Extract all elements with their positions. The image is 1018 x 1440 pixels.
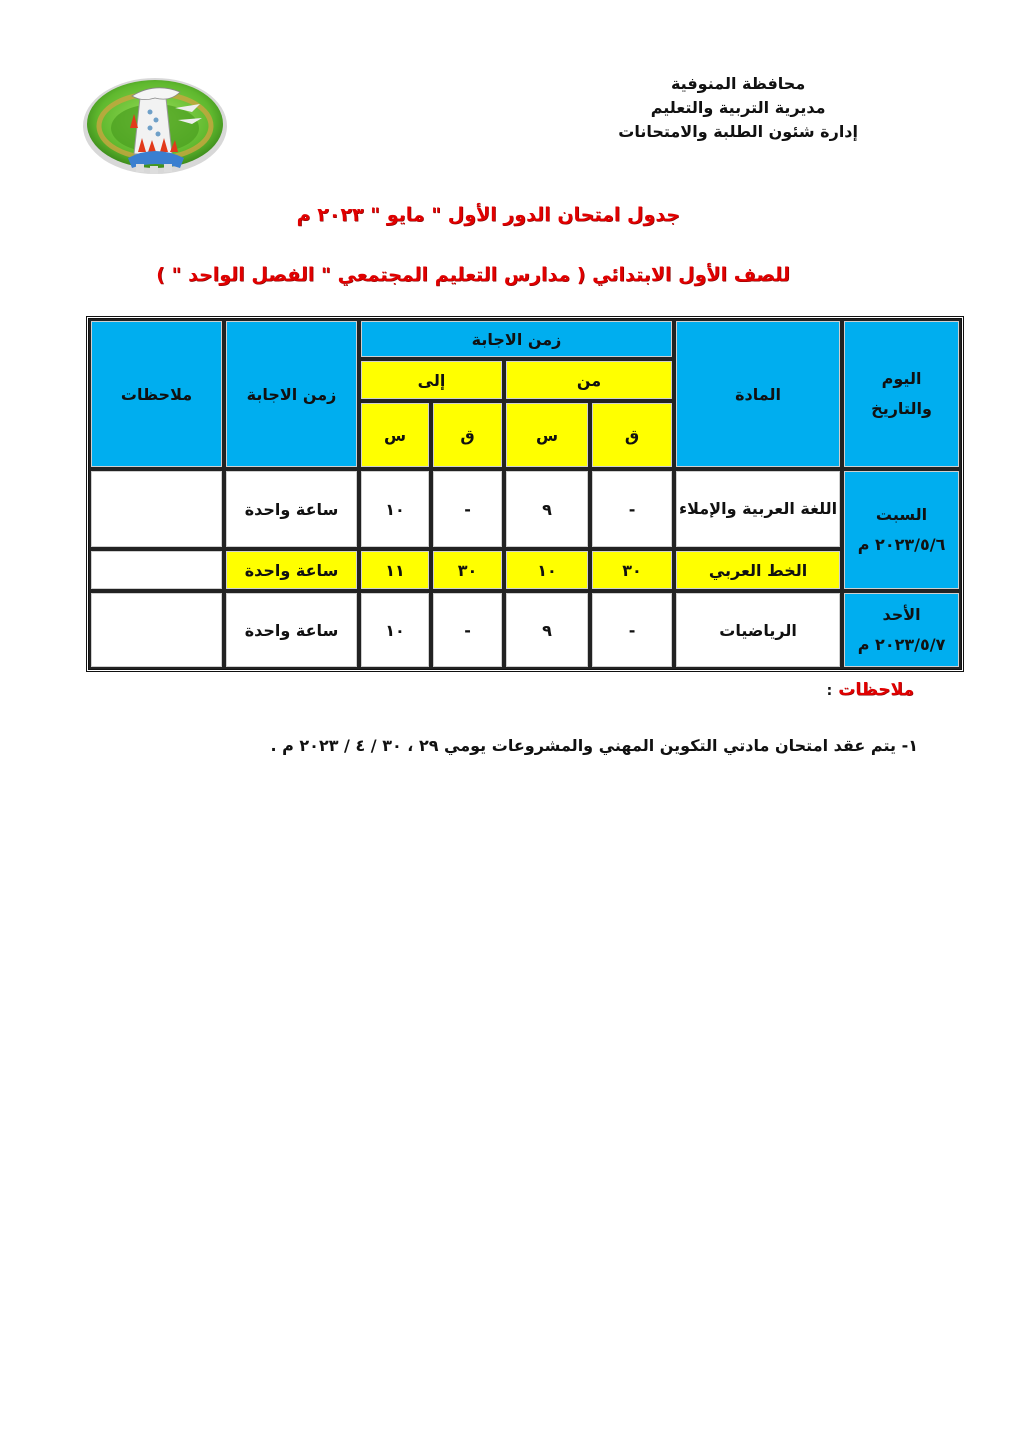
table-row [89,469,961,549]
to-minute-cell: - [431,469,504,549]
schedule-subtitle: للصف الأول الابتدائي ( مدارس التعليم المجتمعي " الفصل الواحد " ) [156,264,790,286]
day-date: ٢٠٢٣/٥/٧ م [857,635,946,654]
note-item [270,736,918,755]
table-row [89,591,961,669]
to-minute-cell: ٣٠ [431,549,504,591]
header-day-label: اليوم [881,369,922,388]
notes-cell [89,549,224,591]
note-item-text: ١- يتم عقد امتحان مادتي التكوين المهني والمشروعات يومي ٢٩ ، ٣٠ / ٤ / ٢٠٢٣ م . [270,736,918,755]
governorate-name: محافظة المنوفية [670,74,806,93]
header-subject: المادة [674,319,842,469]
header-to-hour: س [359,401,431,469]
duration-cell: ساعة واحدة [224,591,359,669]
duration-cell: ساعة واحدة [224,549,359,591]
day-date: ٢٠٢٣/٥/٦ م [857,535,946,554]
exam-schedule-table [86,316,964,672]
from-minute-cell: ٣٠ [590,549,674,591]
to-minute-cell: - [431,591,504,669]
header-to: إلى [359,359,504,401]
schedule-title: جدول امتحان الدور الأول " مايو " ٢٠٢٣ م [296,204,680,226]
header-answer-time-group: زمن الاجابة [359,319,674,359]
header-to-minute: ق [431,401,504,469]
notes-cell [89,591,224,669]
directorate-logo-icon [80,68,230,180]
from-minute-cell: - [590,469,674,549]
day-name: الأحد [882,605,921,624]
notes-cell [89,469,224,549]
department-name: إدارة شئون الطلبة والامتحانات [618,122,858,141]
notes-heading-text: ملاحظات [838,680,914,700]
header-duration: زمن الاجابة [224,319,359,469]
duration-cell: ساعة واحدة [224,469,359,549]
organization-header [618,72,858,144]
day-cell-sunday [842,591,961,669]
from-hour-cell: ٩ [504,591,590,669]
header-from-minute: ق [590,401,674,469]
day-name: السبت [875,505,928,524]
directorate-name: مديرية التربية والتعليم [650,98,826,117]
to-hour-cell: ١١ [359,549,431,591]
header-from: من [504,359,674,401]
from-hour-cell: ١٠ [504,549,590,591]
header-from-hour: س [504,401,590,469]
subject-cell: الرياضيات [674,591,842,669]
to-hour-cell: ١٠ [359,469,431,549]
to-hour-cell: ١٠ [359,591,431,669]
header-notes: ملاحظات [89,319,224,469]
from-minute-cell: - [590,591,674,669]
subject-cell: اللغة العربية والإملاء [674,469,842,549]
notes-colon: : [826,683,833,699]
notes-heading [827,680,914,700]
subject-cell: الخط العربي [674,549,842,591]
day-cell-saturday [842,469,961,591]
header-date-label: والتاريخ [871,399,932,418]
from-hour-cell: ٩ [504,469,590,549]
table-row [89,549,961,591]
header-day-date [842,319,961,469]
